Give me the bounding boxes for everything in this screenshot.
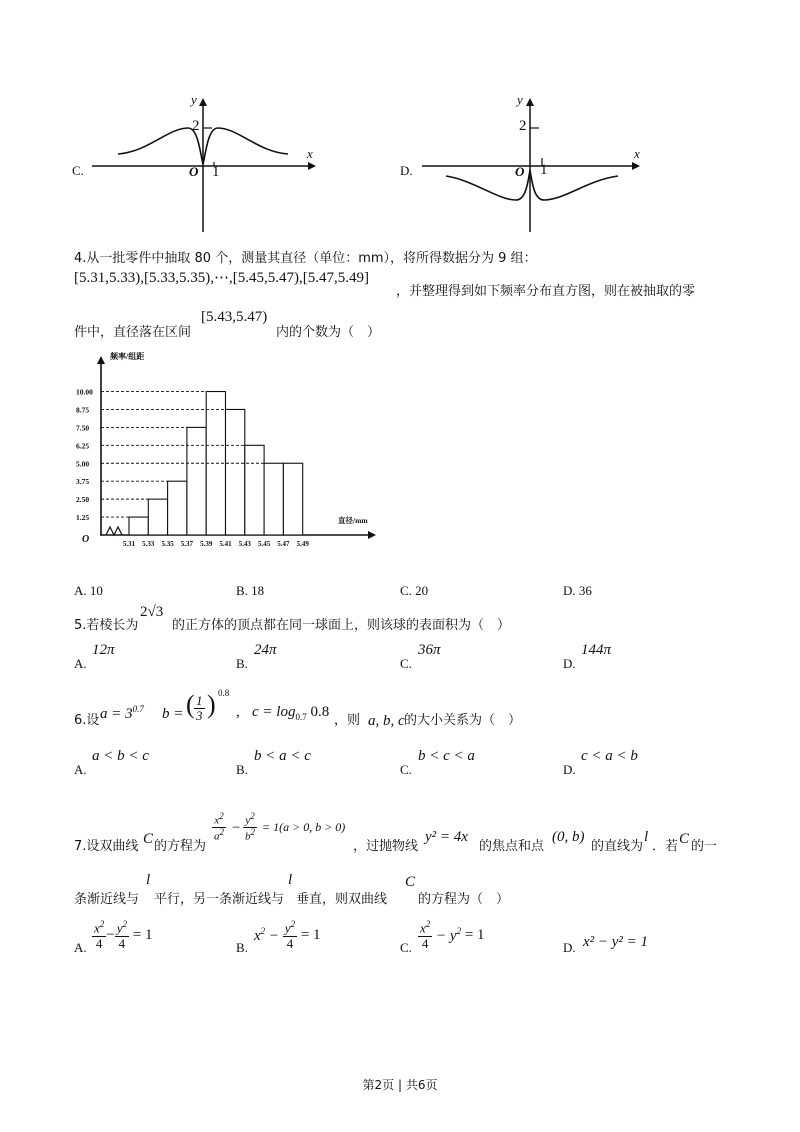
q6-option-a-label: A. xyxy=(74,762,87,777)
q6-comma: , xyxy=(236,704,240,720)
q7-option-a-label: A. xyxy=(74,940,87,955)
q7-mid4: 的直线为 xyxy=(591,839,644,854)
q7-line2-d: 的方程为（ ） xyxy=(418,892,510,907)
q7-eq-cond: = 1(a > 0, b > 0) xyxy=(262,820,346,834)
q7-parabola: y² = 4x xyxy=(425,829,468,845)
q6-b-def: b = xyxy=(162,706,184,722)
graph-d-one: 1 xyxy=(540,162,548,178)
graph-c-one: 1 xyxy=(212,164,220,180)
graph-c-x-label: x xyxy=(307,146,313,161)
hist-x-tick: 5.47 xyxy=(277,540,290,548)
q6-b-exp: 0.8 xyxy=(218,688,230,698)
q7-C-2: C xyxy=(679,831,690,847)
hist-y-tick: 3.75 xyxy=(76,477,90,487)
q7-pre: 7.设双曲线 xyxy=(74,839,139,854)
q5-option-b-math: 24π xyxy=(254,642,277,658)
hist-y-tick: 1.25 xyxy=(76,513,90,523)
q7-mid2: ，过抛物线 xyxy=(353,839,419,854)
hist-x-tick: 5.43 xyxy=(238,540,251,548)
q5-option-b-label: B. xyxy=(236,656,248,671)
q6-b-rparen: ) xyxy=(207,690,216,719)
hist-origin: O xyxy=(82,534,90,545)
q7-minus: − xyxy=(232,820,241,836)
q6-c-def: $c = \log_{0.7} 0.8$ xyxy=(252,704,330,722)
graph-c-x-arrow xyxy=(308,162,316,170)
q4-intervals: [5.31,5.33),[5.33,5.35),⋯,[5.45,5.47),[5.47,5.49] xyxy=(74,270,369,286)
q7-line2-c: 垂直，则双曲线 xyxy=(296,892,388,907)
graph-c xyxy=(88,92,328,234)
q6-option-d-label: D. xyxy=(563,762,576,777)
hist-x-tick: 5.33 xyxy=(142,540,155,548)
hist-y-tick: 8.75 xyxy=(76,405,90,415)
hist-x-tick: 5.49 xyxy=(296,540,309,548)
q6-mid: ，则 xyxy=(334,713,361,728)
q6-b-lparen: ( xyxy=(186,690,195,719)
q4-line3-post: 内的个数为（ ） xyxy=(276,325,381,340)
q5-option-a-label: A. xyxy=(74,656,87,671)
q7-option-c-label: C. xyxy=(400,940,412,955)
q7-l-3: l xyxy=(288,872,293,888)
q6-option-a-math: a < b < c xyxy=(92,748,149,764)
q7-l-1: l xyxy=(644,829,649,845)
q7-option-a-math: $\frac{x^2}{4}$ − $\frac{y^2}{4}$ = 1 xyxy=(94,919,153,951)
q4-option-a: A. 10 xyxy=(74,583,103,598)
q6-pre: 6.设 xyxy=(74,713,100,728)
q5-option-d-label: D. xyxy=(563,656,576,671)
q5-option-c-label: C. xyxy=(400,656,412,671)
hist-bar xyxy=(283,463,302,535)
q6-b-num: 1 xyxy=(196,693,203,708)
q7-option-b-label: B. xyxy=(236,940,248,955)
q6-option-b-math: b < a < c xyxy=(254,748,311,764)
q6-post: 的大小关系为（ ） xyxy=(404,713,522,728)
q7-mid5: ．若 xyxy=(652,839,679,854)
graph-d-origin: O xyxy=(515,164,525,179)
hist-bar xyxy=(226,409,245,535)
q7-option-d-label: D. xyxy=(563,940,576,955)
q6-option-c-label: C. xyxy=(400,762,412,777)
q5-option-d-math: 144π xyxy=(581,642,612,658)
q7-option-b-math: $x^2$ − $\frac{y^2}{4}$ = 1 xyxy=(254,919,321,951)
hist-y-label: 频率/组距 xyxy=(110,352,145,361)
hist-x-tick: 5.39 xyxy=(200,540,213,548)
q5-post: 的正方体的顶点都在同一球面上，则该球的表面积为（ ） xyxy=(172,618,511,633)
hist-bar xyxy=(264,463,283,535)
q4-interval-q: [5.43,5.47) xyxy=(201,309,268,325)
option-c-label: C. xyxy=(72,163,84,178)
hist-y-arrow xyxy=(97,356,105,364)
q6-abc: a, b, c xyxy=(368,713,405,729)
q7-C-1: C xyxy=(143,831,154,847)
q6-a-def: $a = 3^{0.7}$ xyxy=(100,704,144,722)
q7-mid6: 的一 xyxy=(691,839,718,854)
q7-line2-a: 条渐近线与 xyxy=(74,892,140,907)
graph-c-y-label: y xyxy=(191,92,197,107)
hist-y-tick: 6.25 xyxy=(76,441,90,451)
q6-b-den: 3 xyxy=(196,708,203,724)
q7-mid1: 的方程为 xyxy=(154,839,207,854)
q7-mid3: 的焦点和点 xyxy=(479,839,545,854)
q4-line1: 4.从一批零件中抽取 80 个，测量其直径（单位：mm），将所得数据分为 9 组： xyxy=(74,251,537,266)
graph-d-y-label: y xyxy=(517,92,523,107)
hist-x-tick: 5.45 xyxy=(257,540,271,548)
hist-y-tick: 5.00 xyxy=(76,459,90,469)
q7-C-3: C xyxy=(405,874,416,890)
hist-x-tick: 5.35 xyxy=(161,540,174,548)
hist-bar xyxy=(187,427,206,535)
hist-y-tick: 2.50 xyxy=(76,495,90,505)
hist-y-tick: 10.00 xyxy=(76,387,93,397)
q6-option-c-math: b < c < a xyxy=(418,748,475,764)
hist-bar xyxy=(148,499,167,535)
graph-d-x-label: x xyxy=(634,146,640,161)
q5-option-a-math: 12π xyxy=(92,642,115,658)
graph-c-origin: O xyxy=(189,164,199,179)
q7-frac-y: $\frac{y^2}{b^2}$ xyxy=(245,811,255,843)
q7-line2-b: 平行，另一条渐近线与 xyxy=(154,892,285,907)
q7-l-2: l xyxy=(146,872,151,888)
q4-line2-tail: ，并整理得到如下频率分布直方图，则在被抽取的零 xyxy=(396,284,696,299)
q4-line3-pre: 件中，直径落在区间 xyxy=(74,325,192,340)
q7-point: (0, b) xyxy=(552,829,585,845)
hist-bar xyxy=(168,481,187,535)
hist-bar xyxy=(245,445,264,535)
frequency-histogram xyxy=(76,350,380,550)
q6-b-frac xyxy=(194,694,205,724)
option-d-label: D. xyxy=(400,163,413,178)
hist-x-tick: 5.31 xyxy=(122,540,136,548)
q5-option-c-math: 36π xyxy=(418,642,441,658)
q7-option-d-math: x² − y² = 1 xyxy=(583,934,649,950)
q6-option-b-label: B. xyxy=(236,762,248,777)
q5-math: 2√3 xyxy=(140,604,164,620)
hist-x-label: 直径/mm xyxy=(338,516,368,525)
page-footer: 第2页 | 共6页 xyxy=(362,1078,438,1092)
q4-option-d: D. 36 xyxy=(563,583,592,598)
q4-option-b: B. 18 xyxy=(236,583,265,598)
hist-axis-break xyxy=(106,527,122,535)
q7-frac-x: $\frac{x^2}{a^2}$ xyxy=(214,811,224,843)
graph-d-curve xyxy=(446,170,618,200)
graph-d-two: 2 xyxy=(519,118,527,134)
hist-x-tick: 5.41 xyxy=(219,540,232,548)
hist-x-tick: 5.37 xyxy=(180,540,194,548)
graph-d xyxy=(418,92,648,234)
hist-y-tick: 7.50 xyxy=(76,423,90,433)
q6-option-d-math: c < a < b xyxy=(581,748,638,764)
graph-d-x-arrow xyxy=(632,162,640,170)
hist-bar xyxy=(129,517,148,535)
q4-option-c: C. 20 xyxy=(400,583,429,598)
q5-pre: 5.若棱长为 xyxy=(74,618,139,633)
graph-d-y-arrow xyxy=(526,98,534,106)
graph-c-two: 2 xyxy=(192,118,200,134)
hist-x-arrow xyxy=(368,531,376,539)
graph-c-y-arrow xyxy=(199,98,207,106)
q7-option-c-math: $\frac{x^2}{4}$ − $y^2 = 1$ xyxy=(420,919,485,951)
